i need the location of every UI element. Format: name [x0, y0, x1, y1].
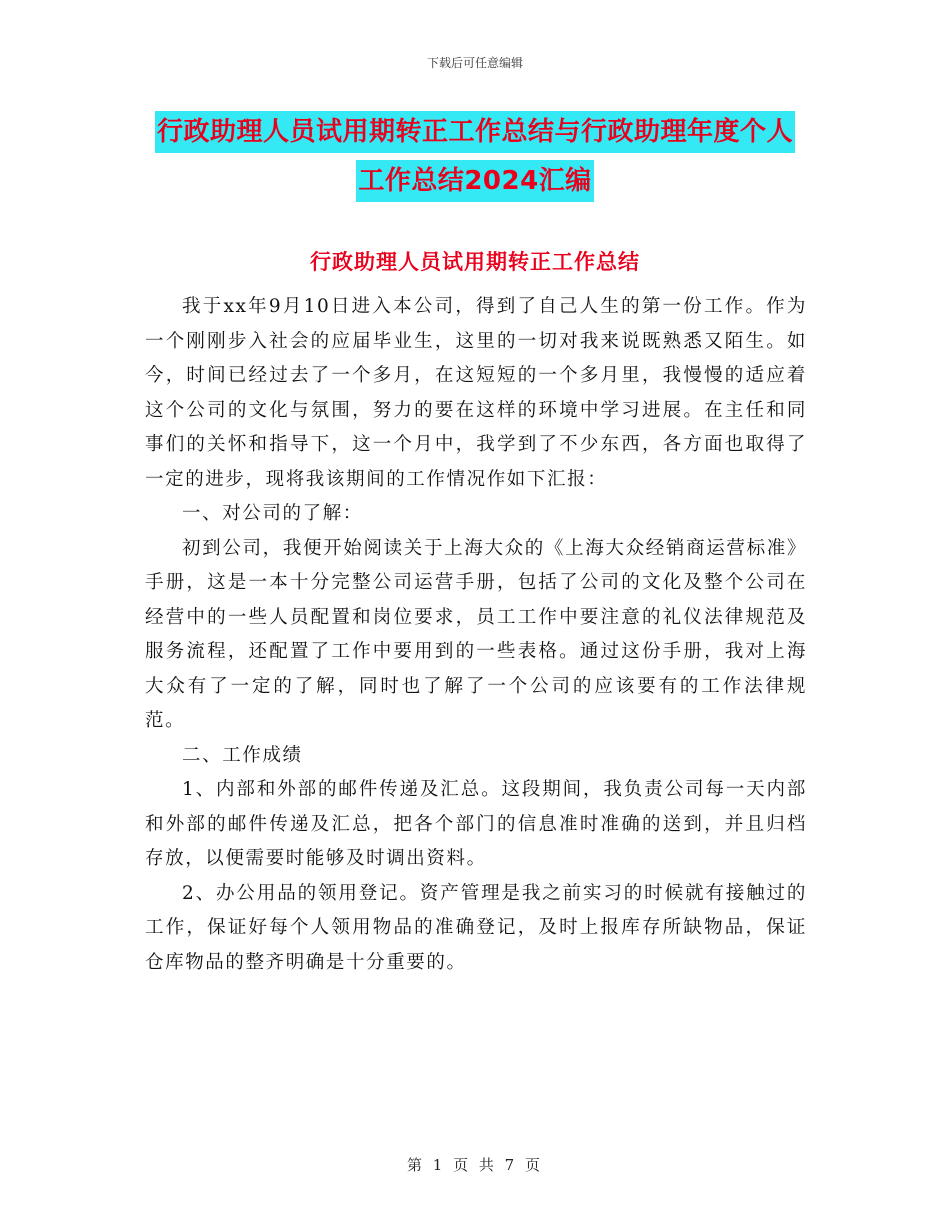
page-number: 第 1 页 共 7 页 [407, 1156, 543, 1174]
document-body [145, 290, 807, 980]
heading-company-understanding: 一、对公司的了解： [182, 503, 363, 524]
document-title-text: 行政助理人员试用期转正工作总结与行政助理年度个人工作总结2024汇编 [155, 111, 795, 202]
paragraph-mail-handling: 1、内部和外部的邮件传递及汇总。这段期间，我负责公司每一天内部和外部的邮件传递及汇总，把各个部门的信息准时准确的送到，并且归档存放，以便需要时能够及时调出资料。 [145, 779, 807, 869]
heading-work-results: 二、工作成绩 [182, 744, 303, 766]
paragraph-company-understanding: 初到公司，我便开始阅读关于上海大众的《上海大众经销商运营标准》手册，这是一本十分完整公司运营手册，包括了公司的文化及整个公司在经营中的一些人员配置和岗位要求，员工工作中要注意的礼仪法律规范及服务流程，还配置了工作中要用到的一些表格。通过这份手册，我对上海大众有了一定的了解，同时也了解了一个公司的应该要有的工作法律规范。 [145, 537, 807, 731]
section-title: 行政助理人员试用期转正工作总结 [310, 250, 640, 274]
document-title [145, 108, 805, 206]
header-note: 下载后可任意编辑 [426, 56, 523, 70]
paragraph-office-supplies: 2、办公用品的领用登记。资产管理是我之前实习的时候就有接触过的工作，保证好每个人领用物品的准确登记，及时上报库存所缺物品，保证仓库物品的整齐明确是十分重要的。 [145, 882, 807, 973]
paragraph-intro: 我于xx年9月10日进入本公司，得到了自己人生的第一份工作。作为一个刚刚步入社会的应届毕业生，这里的一切对我来说既熟悉又陌生。如今，时间已经过去了一个多月，在这短短的一个多月里，我慢慢的适应着这个公司的文化与氛围，努力的要在这样的环境中学习进展。在主任和同事们的关怀和指导下，这一个月中，我学到了不少东西，各方面也取得了一定的进步，现将我该期间的工作情况作如下汇报： [145, 296, 807, 490]
